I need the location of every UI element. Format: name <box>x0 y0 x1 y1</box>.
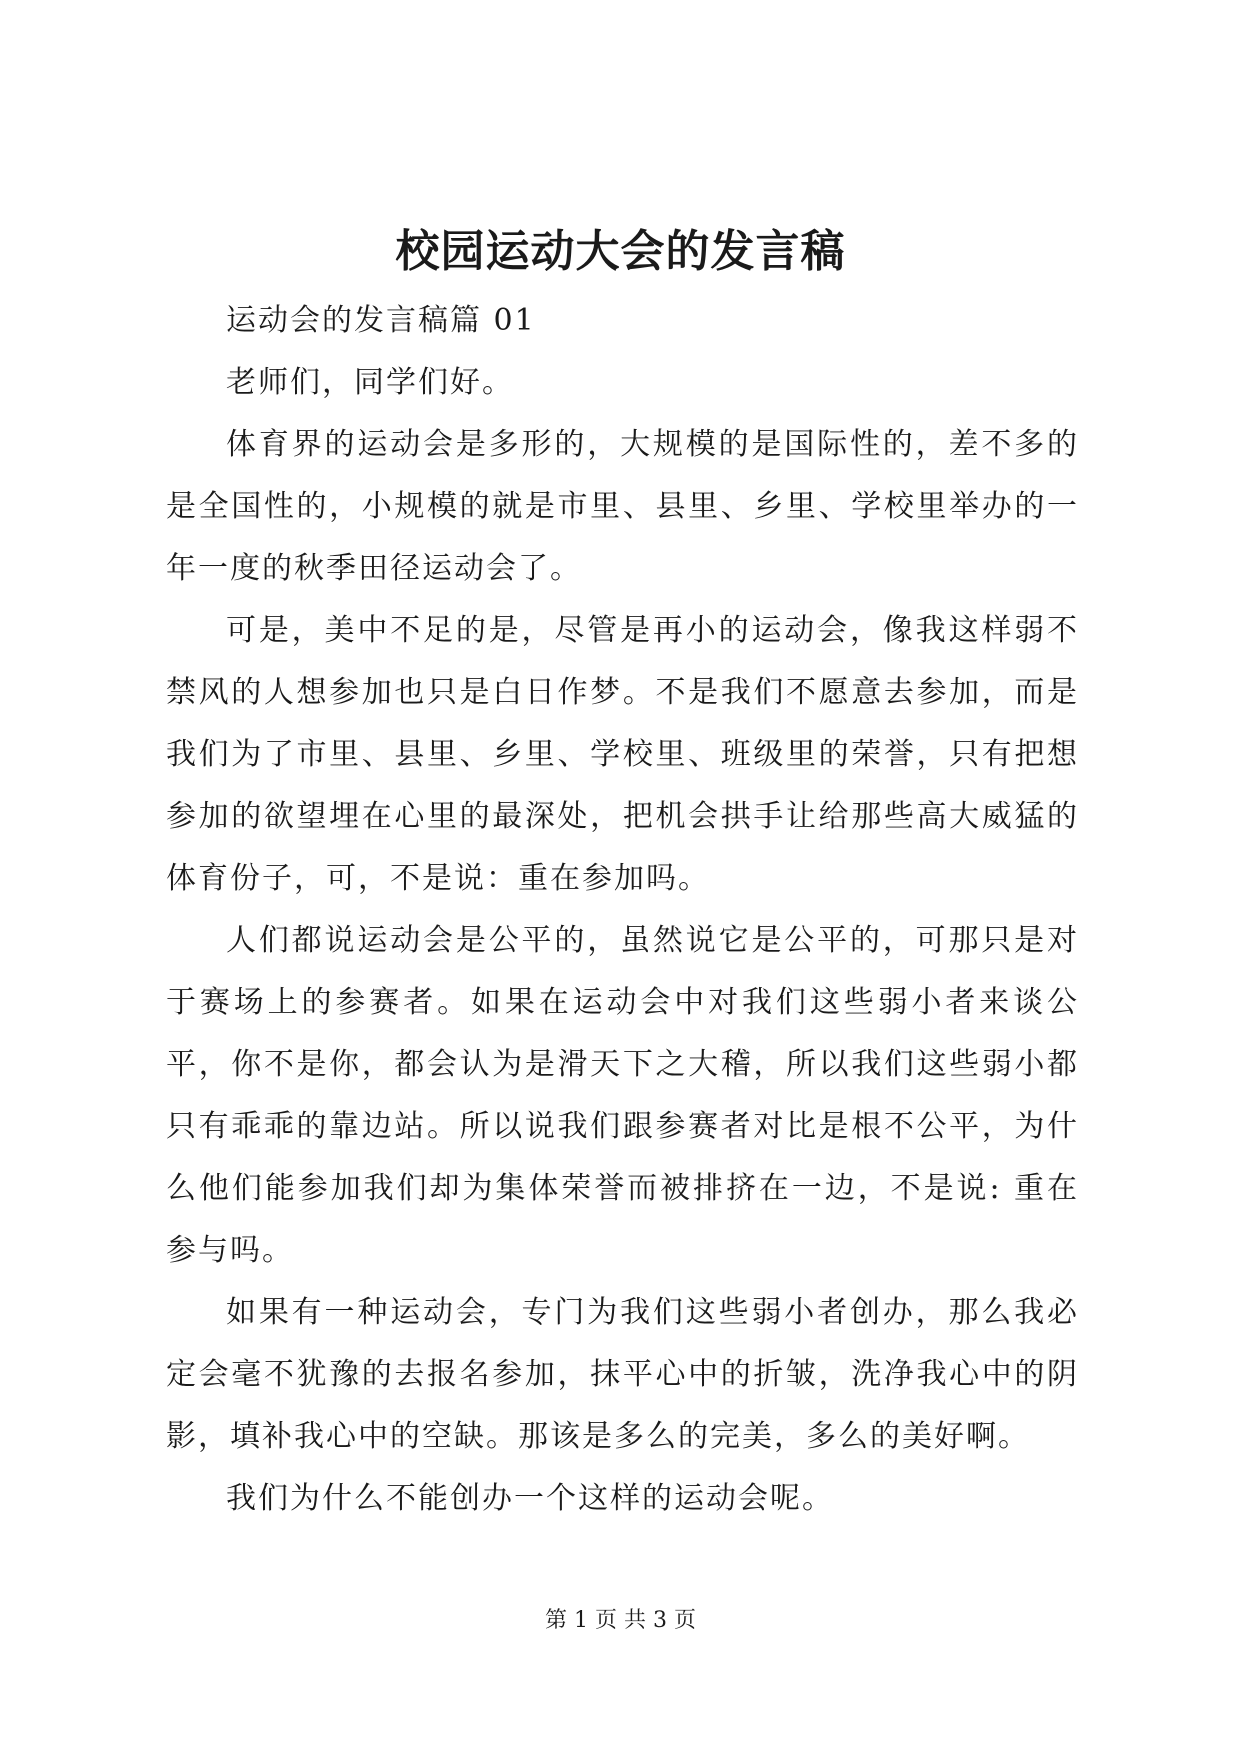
paragraph: 人们都说运动会是公平的，虽然说它是公平的，可那只是对于赛场上的参赛者。如果在运动会中对我们这些弱小者来谈公平，你不是你，都会认为是滑天下之大稽，所以我们这些弱小都只有乖乖的靠边站。所以说我们跟参赛者对比是根不公平，为什么他们能参加我们却为集体荣誉而被排挤在一边，不是说: 重在参与吗。 <box>166 923 1079 1268</box>
paragraph: 我们为什么不能创办一个这样的运动会呢。 <box>226 1481 834 1516</box>
document-body <box>166 290 1079 1530</box>
page-number-footer: 第 1 页 共 3 页 <box>545 1608 696 1633</box>
paragraph-greeting: 老师们，同学们好。 <box>226 365 514 400</box>
section-heading: 运动会的发言稿篇 01 <box>226 303 536 338</box>
paragraph: 如果有一种运动会，专门为我们这些弱小者创办，那么我必定会毫不犹豫的去报名参加，抹平心中的折皱，洗净我心中的阴影，填补我心中的空缺。那该是多么的完美，多么的美好啊。 <box>166 1295 1079 1454</box>
paragraph: 体育界的运动会是多形的，大规模的是国际性的，差不多的是全国性的，小规模的就是市里、县里、乡里、学校里举办的一年一度的秋季田径运动会了。 <box>166 427 1079 586</box>
paragraph: 可是，美中不足的是，尽管是再小的运动会，像我这样弱不禁风的人想参加也只是白日作梦。不是我们不愿意去参加，而是我们为了市里、县里、乡里、学校里、班级里的荣誉，只有把想参加的欲望埋在心里的最深处，把机会拱手让给那些高大威猛的体育份子，可，不是说：重在参加吗。 <box>166 613 1079 896</box>
document-title: 校园运动大会的发言稿 <box>395 226 846 277</box>
